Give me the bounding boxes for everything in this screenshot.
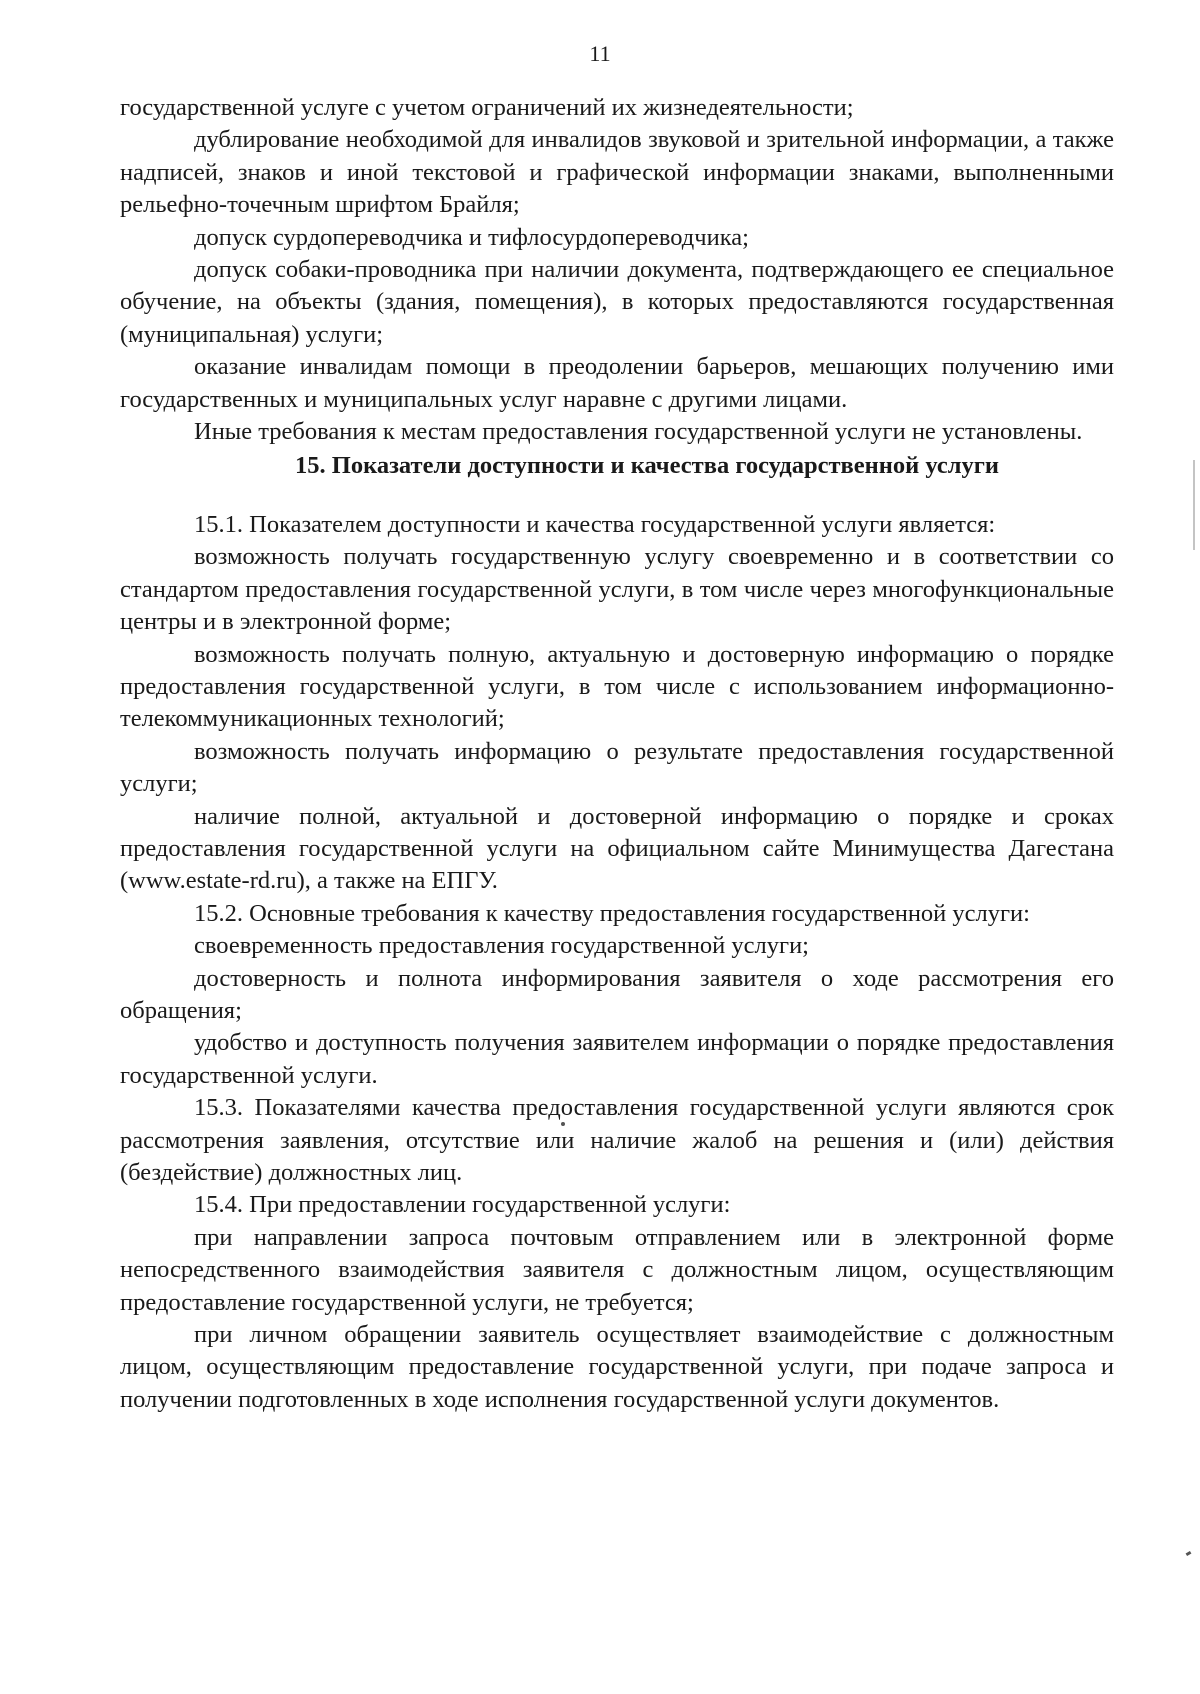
paragraph: возможность получать полную, актуальную и достоверную информацию о порядке предоставления государственной услуги, в том числе с использованием информационно-телекоммуникационных технологий; [120, 640, 1114, 733]
scan-artifact [1193, 460, 1195, 550]
paragraph: возможность получать информацию о результате предоставления государственной услуги; [120, 737, 1114, 798]
paragraph: дублирование необходимой для инвалидов звуковой и зрительной информации, а также надписей, знаков и иной текстовой и графической информации знаками, выполненными рельефно-точечным шрифтом Брайля; [120, 126, 1114, 219]
paragraph: при личном обращении заявитель осуществляет взаимодействие с должностным лицом, осуществляющим предоставление государственной услуги, при подаче запроса и получении подготовленных в ходе исполнения государственной услуги документов. [120, 1321, 1114, 1413]
paragraph: Иные требования к местам предоставления государственной услуги не установлены. [194, 418, 1083, 446]
paragraph: 15.2. Основные требования к качеству предоставления государственной услуги: [194, 899, 1030, 927]
paragraph: удобство и доступность получения заявителем информации о порядке предоставления государственной услуги. [120, 1029, 1114, 1089]
paragraph: возможность получать государственную услугу своевременно и в соответствии со стандартом предоставления государственной услуги, в том числе через многофункциональные центры и в электронной форме; [120, 543, 1114, 636]
section-heading: 15. Показатели доступности и качества государственной услуги [295, 452, 999, 480]
paragraph: наличие полной, актуальной и достоверной информацию о порядке и сроках предоставления государственной услуги на официальном сайте Минимущества Дагестана (www.estate-rd.ru), а также на ЕПГУ. [120, 802, 1114, 895]
paragraph: государственной услуге с учетом ограничений их жизнедеятельности; [120, 94, 854, 121]
page-number: 11 [589, 41, 611, 66]
paragraph: достоверность и полнота информирования заявителя о ходе рассмотрения его обращения; [120, 964, 1114, 1024]
paragraph: оказание инвалидам помощи в преодолении барьеров, мешающих получению ими государственных и муниципальных услуг наравне с другими лицами. [120, 353, 1114, 413]
paragraph: 15.4. При предоставлении государственной услуги: [194, 1191, 731, 1219]
paragraph: допуск сурдопереводчика и тифлосурдопереводчика; [194, 223, 749, 251]
document-body [120, 92, 1114, 1416]
paragraph: 15.1. Показателем доступности и качества государственной услуги является: [194, 510, 996, 538]
paragraph: своевременность предоставления государственной услуги; [194, 932, 809, 960]
paragraph: допуск собаки-проводника при наличии документа, подтверждающего ее специальное обучение, на объекты (здания, помещения), в которых предоставляются государственная (муниципальная) услуги; [120, 256, 1114, 348]
paragraph: 15.3. Показателями качества предоставления государственной услуги являются срок рассмотрения заявления, отсутствие или наличие жалоб на решения и (или) действия (бездействие) должностных лиц. [120, 1094, 1114, 1186]
scan-artifact [561, 1122, 565, 1126]
paragraph: при направлении запроса почтовым отправлением или в электронной форме непосредственного взаимодействия заявителя с должностным лицом, осуществляющим предоставление государственной услуги, не требуется; [120, 1223, 1114, 1316]
scan-artifact [1186, 1551, 1192, 1556]
